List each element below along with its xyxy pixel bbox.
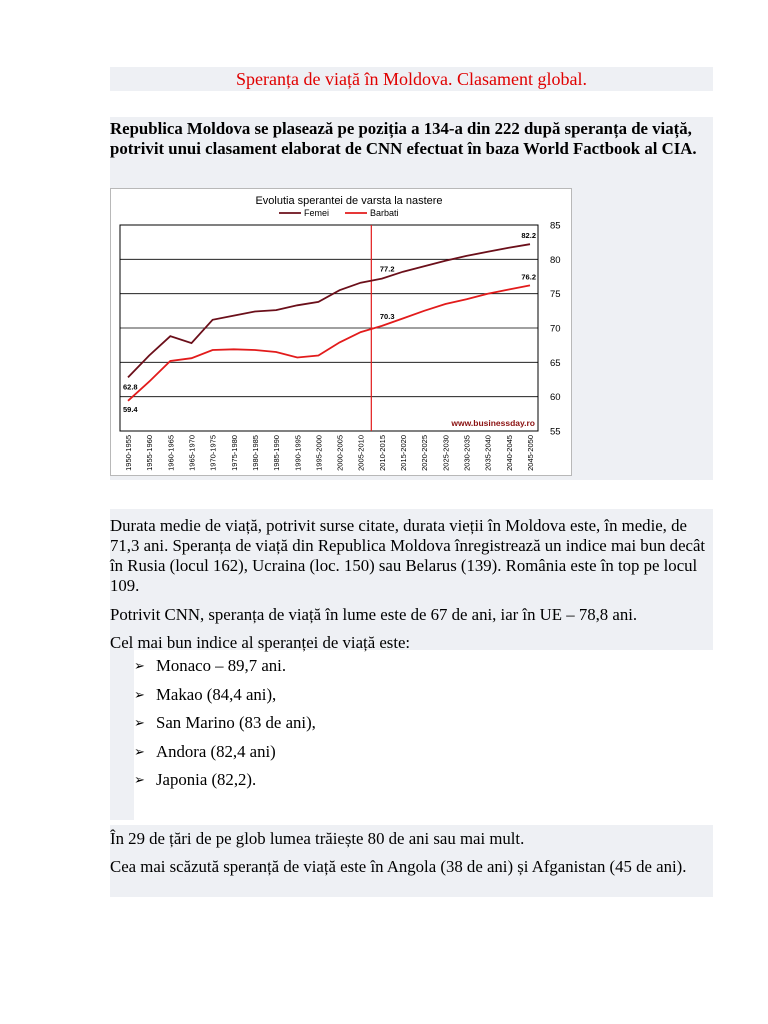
paragraph-lowest-expectancy: Cea mai scăzută speranță de viață este în Angola (38 de ani) și Afganistan (45 de ani). <box>110 857 687 876</box>
legend-label-femei: Femei <box>304 208 330 218</box>
paragraph-world-expectancy: Potrivit CNN, speranța de viață în lume este de 67 de ani, iar în UE – 78,8 ani. <box>110 605 638 624</box>
x-tick-label: 1990-1995 <box>293 435 303 471</box>
y-tick-label: 80 <box>550 254 561 266</box>
list-item: ➢ Andora (82,4 ani) <box>134 741 276 761</box>
list-item: ➢ Japonia (82,2). <box>134 770 257 789</box>
life-expectancy-chart <box>110 188 572 476</box>
country-list <box>134 656 316 799</box>
arrow-bullet-icon: ➢ <box>134 716 145 731</box>
chart-title: Evolutia sperantei de varsta la nastere <box>255 195 443 207</box>
x-tick-label: 1980-1985 <box>250 435 260 471</box>
arrow-bullet-icon: ➢ <box>134 744 145 760</box>
arrow-bullet-icon: ➢ <box>134 687 145 703</box>
list-item: ➢ Monaco – 89,7 ani. <box>134 656 287 675</box>
y-tick-label: 60 <box>550 392 561 404</box>
x-tick-label: 2015-2020 <box>399 435 409 471</box>
arrow-bullet-icon: ➢ <box>134 659 145 674</box>
x-tick-label: 2035-2040 <box>483 435 493 471</box>
x-tick-label: 1985-1990 <box>272 435 282 471</box>
list-item: ➢ Makao (84,4 ani), <box>134 684 277 704</box>
chart-legend <box>279 208 399 218</box>
y-tick-label: 55 <box>550 426 561 438</box>
chart-watermark: www.businessday.ro <box>451 418 535 428</box>
x-tick-label: 2020-2025 <box>420 435 430 471</box>
data-label: 77.2 <box>379 264 395 274</box>
y-tick-label: 65 <box>550 357 561 369</box>
x-tick-label: 1960-1965 <box>166 435 176 471</box>
list-item: ➢ San Marino (83 de ani), <box>134 713 316 732</box>
x-tick-label: 2010-2015 <box>377 435 387 471</box>
data-label: 62.8 <box>123 382 138 392</box>
arrow-bullet-icon: ➢ <box>134 773 145 788</box>
x-tick-label: 2045-2050 <box>526 435 535 471</box>
y-tick-label: 70 <box>550 323 561 335</box>
x-tick-label: 1965-1970 <box>187 435 197 471</box>
x-tick-label: 2000-2005 <box>335 435 345 471</box>
x-tick-label: 1970-1975 <box>208 435 218 471</box>
legend-label-barbati: Barbati <box>370 208 399 218</box>
x-tick-label: 2030-2035 <box>462 435 472 471</box>
x-tick-label: 1950-1955 <box>124 435 133 471</box>
chart-svg <box>111 189 573 477</box>
paragraph-average-duration: Durata medie de viață, potrivit surse citate, durata vieții în Moldova este, în medie, de 71,3 ani. Speranța de viață din Republica Moldova înregistrează un indice mai bun decât în Rusia (locul 162), Ucraina (loc. 150) sau Belarus (139). România este în top pe locul 109. <box>110 516 706 595</box>
x-tick-label: 2005-2010 <box>356 435 366 471</box>
chart-plot-area <box>120 221 561 471</box>
page-title: Speranța de viață în Moldova. Clasament global. <box>236 69 587 89</box>
x-tick-label: 1975-1980 <box>229 435 239 471</box>
y-tick-label: 85 <box>550 220 561 232</box>
x-tick-label: 2025-2030 <box>441 435 451 471</box>
intro-paragraph: Republica Moldova se plasează pe poziția a 134-a din 222 după speranța de viață, potrivit unui clasament elaborat de CNN efectuat în baza World Factbook al CIA. <box>110 119 697 158</box>
data-label: 76.2 <box>521 272 536 282</box>
x-tick-label: 2040-2045 <box>504 435 514 471</box>
paragraph-80-years: În 29 de țări de pe glob lumea trăiește 80 de ani sau mai mult. <box>110 829 525 848</box>
data-label: 59.4 <box>123 404 138 414</box>
data-label: 82.2 <box>521 231 536 241</box>
x-tick-label: 1995-2000 <box>314 435 324 471</box>
data-label: 70.3 <box>379 311 395 321</box>
y-tick-label: 75 <box>550 289 561 301</box>
paragraph-best-index: Cel mai bun indice al speranței de viață este: <box>110 633 411 652</box>
bullet-background <box>110 650 134 820</box>
x-tick-label: 1955-1960 <box>145 435 155 471</box>
